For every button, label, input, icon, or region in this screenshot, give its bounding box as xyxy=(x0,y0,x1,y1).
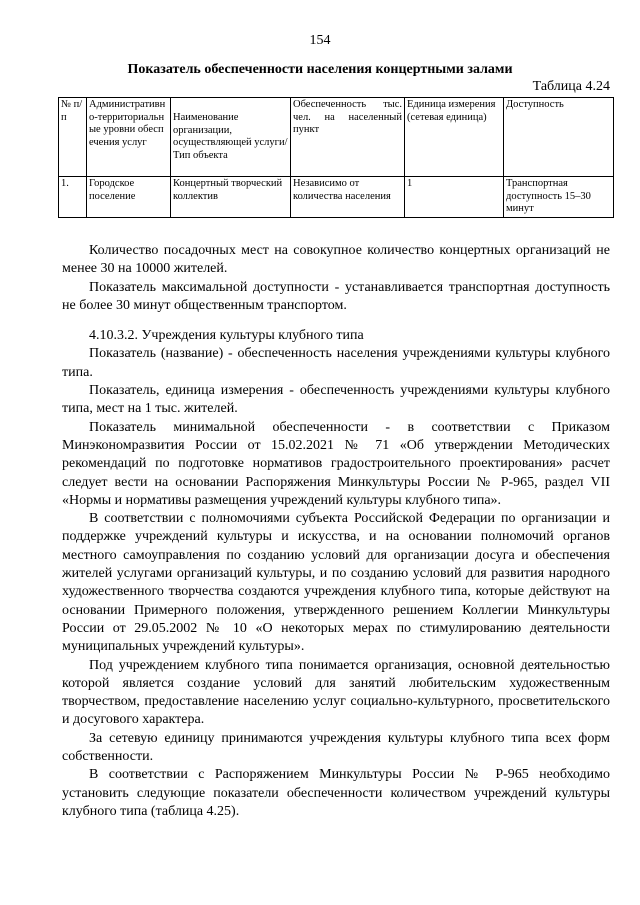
provision-table xyxy=(58,97,614,218)
paragraph: Количество посадочных мест на совокупное количество концертных организаций не менее 30 на 10000 жителей. xyxy=(62,243,610,277)
header-provision: Обеспеченность тыс. чел. на населенный пункт xyxy=(291,98,405,177)
header-organization: Наименование организации, осуществляющей услуги/Тип объекта xyxy=(171,98,291,177)
paragraph: Показатель максимальной доступности - устанавливается транспортная доступность не более 30 минут общественным транспортом. xyxy=(62,279,610,313)
cell-access: Транспортная доступность 15–30 минут xyxy=(504,177,614,218)
header-unit: Единица измерения (сетевая единица) xyxy=(405,98,504,177)
paragraph: В соответствии с полномочиями субъекта Российской Федерации по организации и поддержке учреждений культуры и искусства, и на основании полномочий органов местного самоуправления по созданию условий для организации досуга и обеспечения жителей услугами организаций культуры, и по созданию условий для развития народного художественного творчества создаются учреждения клубного типа, которые действуют на основании Примерного положения, утвержденного решением Коллегии Минкультуры России от 29.05.2002 № 10 «О некоторых мерах по стимулированию деятельности муниципальных учреждений культуры». xyxy=(62,511,610,655)
cell-number: 1. xyxy=(59,177,87,218)
header-access: Доступность xyxy=(504,98,614,177)
body-text xyxy=(62,242,610,821)
header-number: № п/п xyxy=(59,98,87,177)
paragraph: Под учреждением клубного типа понимается организация, основной деятельностью которой является создание условий для занятий любительским художественным творчеством, предоставление населению услуг социально-культурного, просветительского и досугового характера. xyxy=(62,657,610,728)
paragraph: В соответствии с Распоряжением Минкультуры России № Р-965 необходимо установить следующие показатели обеспеченности количеством учреждений культуры клубного типа (таблица 4.25). xyxy=(62,767,610,819)
table-header-row xyxy=(59,98,614,177)
subsection-heading: 4.10.3.2. Учреждения культуры клубного типа xyxy=(89,328,364,344)
table-caption: Таблица 4.24 xyxy=(532,79,610,94)
cell-admin-level: Городское поселение xyxy=(87,177,171,218)
page-number: 154 xyxy=(309,33,331,48)
paragraph: Показатель (название) - обеспеченность населения учреждениями культуры клубного типа. xyxy=(62,346,610,380)
paragraph: За сетевую единицу принимаются учреждения культуры клубного типа всех форм собственности. xyxy=(62,730,610,765)
cell-provision: Независимо от количества населения xyxy=(291,177,405,218)
section-title: Показатель обеспеченности населения концертными залами xyxy=(127,62,513,77)
header-admin-level: Административно-территориальные уровни обеспечения услуг xyxy=(87,98,171,177)
cell-unit: 1 xyxy=(405,177,504,218)
table-row xyxy=(59,177,614,218)
paragraph: Показатель минимальной обеспеченности - в соответствии с Приказом Минэкономразвития России от 15.02.2021 № 71 «Об утверждении Методических рекомендаций по подготовке нормативов градостроительного проектирования» расчет следует вести на основании Распоряжения Минкультуры России № Р-965, раздел VII «Нормы и нормативы размещения учреждений культуры клубного типа». xyxy=(62,419,610,508)
cell-organization: Концертный творческий коллектив xyxy=(171,177,291,218)
paragraph: Показатель, единица измерения - обеспеченность учреждениями культуры клубного типа, мест на 1 тыс. жителей. xyxy=(62,383,610,417)
